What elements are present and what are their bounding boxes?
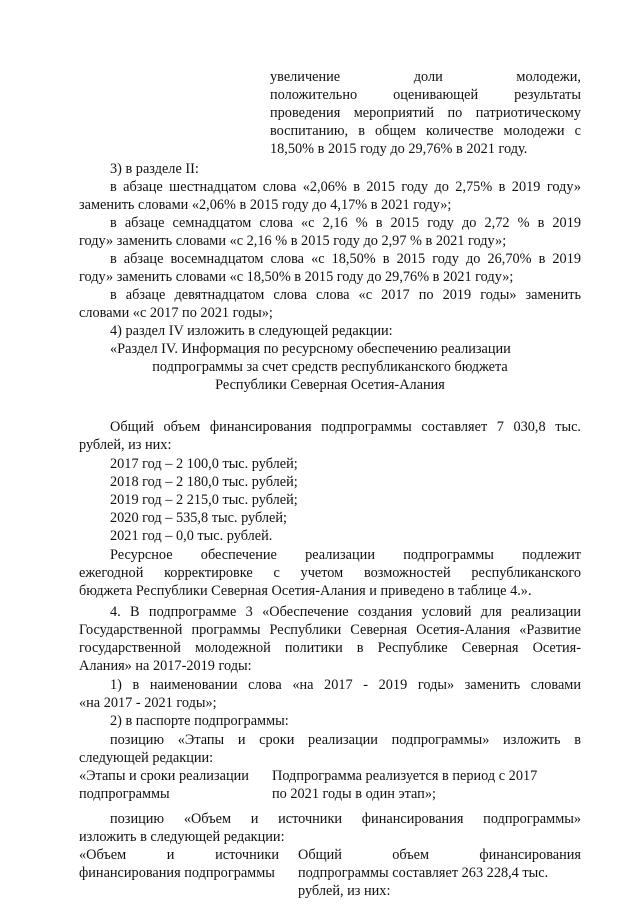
table2-right-line2: подпрограммы составляет 263 228,4 тыс. <box>298 865 549 881</box>
funding-total-line1: Общий объем финансирования подпрограммы составляет 7 030,8 тыс. <box>110 419 581 435</box>
item4-sub1-line2: «на 2017 - 2021 годы»; <box>79 695 217 711</box>
intro-line-2: положительно оценивающей результаты <box>270 87 581 103</box>
resource-line3: бюджета Республики Северная Осетия-Алания и приведено в таблице 4.». <box>79 583 532 599</box>
item4-pos2-line2: изложить в следующей редакции: <box>79 829 285 845</box>
funding-year-2018: 2018 год – 2 180,0 тыс. рублей; <box>110 474 298 490</box>
intro-line-5: 18,50% в 2015 году до 29,76% в 2021 году. <box>270 141 528 157</box>
funding-year-2017: 2017 год – 2 100,0 тыс. рублей; <box>110 456 298 472</box>
item4-pos1-line1: позицию «Этапы и сроки реализации подпрограммы» изложить в <box>110 732 581 748</box>
section3-para19-line2: словами «с 2017 по 2021 годы»; <box>79 305 273 321</box>
section3-para19-line1: в абзаце девятнадцатом слова слова «с 2017 по 2019 годы» заменить <box>110 287 581 303</box>
item4-line4: Алания» на 2017-2019 годы: <box>79 658 252 674</box>
table1-right-line2: по 2021 годы в один этап»; <box>272 786 436 802</box>
item4-line1: 4. В подпрограмме 3 «Обеспечение создания условий для реализации <box>110 604 581 620</box>
section4-heading: 4) раздел IV изложить в следующей редакции: <box>110 323 393 339</box>
section3-para18-line2: году» заменить словами «с 18,50% в 2015 году до 29,76% в 2021 году»; <box>79 269 514 285</box>
table1-right-line1: Подпрограмма реализуется в период с 2017 <box>272 768 538 784</box>
section3-para16-line2: заменить словами «2,06% в 2015 году до 4,17% в 2021 году»; <box>79 197 452 213</box>
item4-line2: Государственной программы Республики Северная Осетия-Алания «Развитие <box>79 622 581 638</box>
table1-left-line1: «Этапы и сроки реализации <box>79 768 249 784</box>
section4-title-line2: подпрограммы за счет средств республиканского бюджета <box>152 359 508 375</box>
item4-sub1-line1: 1) в наименовании слова «на 2017 - 2019 годы» заменить словами <box>110 677 581 693</box>
item4-pos1-line2: следующей редакции: <box>79 750 214 766</box>
section3-para16-line1: в абзаце шестнадцатом слова «2,06% в 2015 году до 2,75% в 2019 году» <box>110 179 581 195</box>
table2-right-line1: Общий объем финансирования <box>298 847 581 863</box>
intro-line-4: воспитанию, в общем количестве молодежи с <box>270 123 581 139</box>
funding-year-2021: 2021 год – 0,0 тыс. рублей. <box>110 528 273 544</box>
section3-para17-line1: в абзаце семнадцатом слова «с 2,16 % в 2015 году до 2,72 % в 2019 <box>110 215 581 231</box>
item4-pos2-line1: позицию «Объем и источники финансирования подпрограммы» <box>110 811 581 827</box>
intro-line-3: проведения мероприятий по патриотическому <box>270 105 581 121</box>
item4-sub2: 2) в паспорте подпрограммы: <box>110 713 289 729</box>
section3-para18-line1: в абзаце восемнадцатом слова «с 18,50% в 2015 году до 26,70% в 2019 <box>110 251 581 267</box>
item4-line3: государственной молодежной политики в Республике Северная Осетия- <box>79 640 581 656</box>
section3-heading: 3) в разделе II: <box>110 161 199 177</box>
intro-line-1: увеличение доли молодежи, <box>270 69 581 85</box>
section4-title-line1: «Раздел IV. Информация по ресурсному обеспечению реализации <box>110 341 511 357</box>
table2-left-line1: «Объем и источники <box>79 847 279 863</box>
section4-title-line3: Республики Северная Осетия-Алания <box>215 377 445 393</box>
table1-left-line2: подпрограммы <box>79 786 170 802</box>
resource-line2: ежегодной корректировке с учетом возможностей республиканского <box>79 565 581 581</box>
table2-right-line3: рублей, из них: <box>298 883 391 899</box>
table2-left-line2: финансирования подпрограммы <box>79 865 275 881</box>
funding-total-line2: рублей, из них: <box>79 437 172 453</box>
section3-para17-line2: году» заменить словами «с 2,16 % в 2015 году до 2,97 % в 2021 году»; <box>79 233 507 249</box>
funding-year-2019: 2019 год – 2 215,0 тыс. рублей; <box>110 492 298 508</box>
resource-line1: Ресурсное обеспечение реализации подпрограммы подлежит <box>110 547 581 563</box>
funding-year-2020: 2020 год – 535,8 тыс. рублей; <box>110 510 288 526</box>
